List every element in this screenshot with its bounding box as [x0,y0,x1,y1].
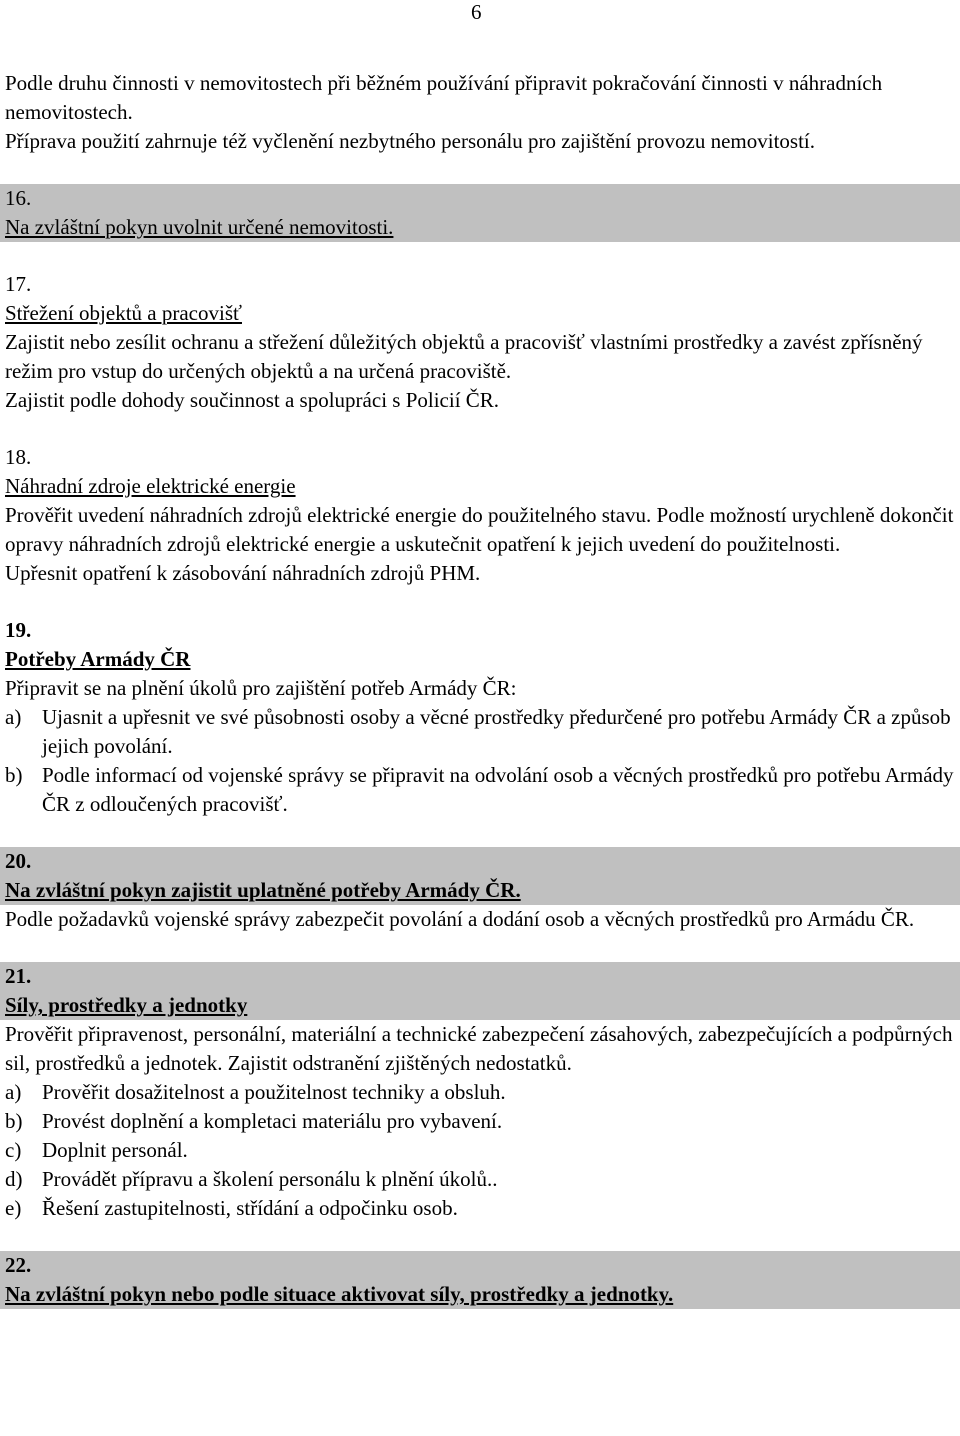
list-item [5,703,955,761]
page-number: 6 [471,0,482,24]
list-text: Doplnit personál. [42,1138,188,1162]
list-marker: b) [5,1109,23,1133]
section-number: 16. [5,186,32,210]
section-21 [5,962,955,1223]
section-21-intro: Prověřit připravenost, personální, materiální a technické zabezpečení zásahových, zabezpečujících a podpůrných sil, prostředků a jednotek. Zajistit odstranění zjištěných nedostatků. [5,1022,953,1075]
section-19-header [0,616,960,674]
section-17-paragraph-2: Zajistit podle dohody součinnost a spolupráci s Policií ČR. [5,388,500,412]
list-item [5,761,955,819]
list-marker: d) [5,1167,23,1191]
section-number: 21. [5,964,32,988]
list-item [5,1107,955,1136]
section-number: 19. [5,618,32,642]
list-marker: a) [5,705,22,729]
section-title: Potřeby Armády ČR [5,647,191,671]
section-number: 22. [5,1253,32,1277]
intro-paragraph-2: Příprava použití zahrnuje též vyčlenění nezbytného personálu pro zajištění provozu nemovitostí. [5,129,815,153]
section-17 [5,270,955,415]
list-text: Provádět přípravu a školení personálu k plnění úkolů.. [42,1167,498,1191]
list-text: Prověřit dosažitelnost a použitelnost techniky a obsluh. [42,1080,506,1104]
section-number: 18. [5,445,32,469]
section-20-header [0,847,960,905]
section-title: Síly, prostředky a jednotky [5,993,248,1017]
list-text: Podle informací od vojenské správy se připravit na odvolání osob a věcných prostředků pro potřebu Armády ČR z odloučených pracovišť. [42,763,954,816]
list-text: Provést doplnění a kompletaci materiálu pro vybavení. [42,1109,503,1133]
section-18-paragraph-1: Prověřit uvedení náhradních zdrojů elektrické energie do použitelného stavu. Podle možností urychleně dokončit opravy náhradních zdrojů elektrické energie a uskutečnit opatření k jejich uvedení do použitelnosti. [5,503,954,556]
section-title: Na zvláštní pokyn uvolnit určené nemovitosti. [5,215,394,239]
list-text: Ujasnit a upřesnit ve své působnosti osoby a věcné prostředky předurčené pro potřebu Armády ČR a způsob jejich povolání. [42,705,951,758]
section-number: 17. [5,272,32,296]
list-item [5,1136,955,1165]
intro-paragraph-1: Podle druhu činnosti v nemovitostech při běžném používání připravit pokračování činnosti v náhradních nemovitostech. [5,71,883,124]
section-20 [5,847,955,934]
list-item [5,1078,955,1107]
section-title: Na zvláštní pokyn zajistit uplatněné potřeby Armády ČR. [5,878,521,902]
section-16 [5,184,955,242]
list-marker: c) [5,1138,22,1162]
list-item [5,1165,955,1194]
section-18 [5,443,955,588]
section-20-paragraph-1: Podle požadavků vojenské správy zabezpečit povolání a dodání osob a věcných prostředků pro Armádu ČR. [5,907,915,931]
list-marker: b) [5,763,23,787]
list-marker: a) [5,1080,22,1104]
section-18-paragraph-2: Upřesnit opatření k zásobování náhradních zdrojů PHM. [5,561,481,585]
document-body [5,69,955,1309]
section-17-header [0,270,960,328]
list-text: Řešení zastupitelnosti, střídání a odpočinku osob. [42,1196,458,1220]
list-item [5,1194,955,1223]
list-marker: e) [5,1196,22,1220]
section-18-header [0,443,960,501]
section-17-paragraph-1: Zajistit nebo zesílit ochranu a střežení důležitých objektů a pracovišť vlastními prostředky a zavést zpřísněný režim pro vstup do určených objektů a na určená pracoviště. [5,330,923,383]
section-19 [5,616,955,819]
section-title: Náhradní zdroje elektrické energie [5,474,296,498]
section-title: Střežení objektů a pracovišť [5,301,242,325]
section-title: Na zvláštní pokyn nebo podle situace aktivovat síly, prostředky a jednotky. [5,1282,674,1306]
section-22 [5,1251,955,1309]
section-number: 20. [5,849,32,873]
section-16-header [0,184,960,242]
section-22-header [0,1251,960,1309]
section-19-intro: Připravit se na plnění úkolů pro zajištění potřeb Armády ČR: [5,676,517,700]
section-21-header [0,962,960,1020]
